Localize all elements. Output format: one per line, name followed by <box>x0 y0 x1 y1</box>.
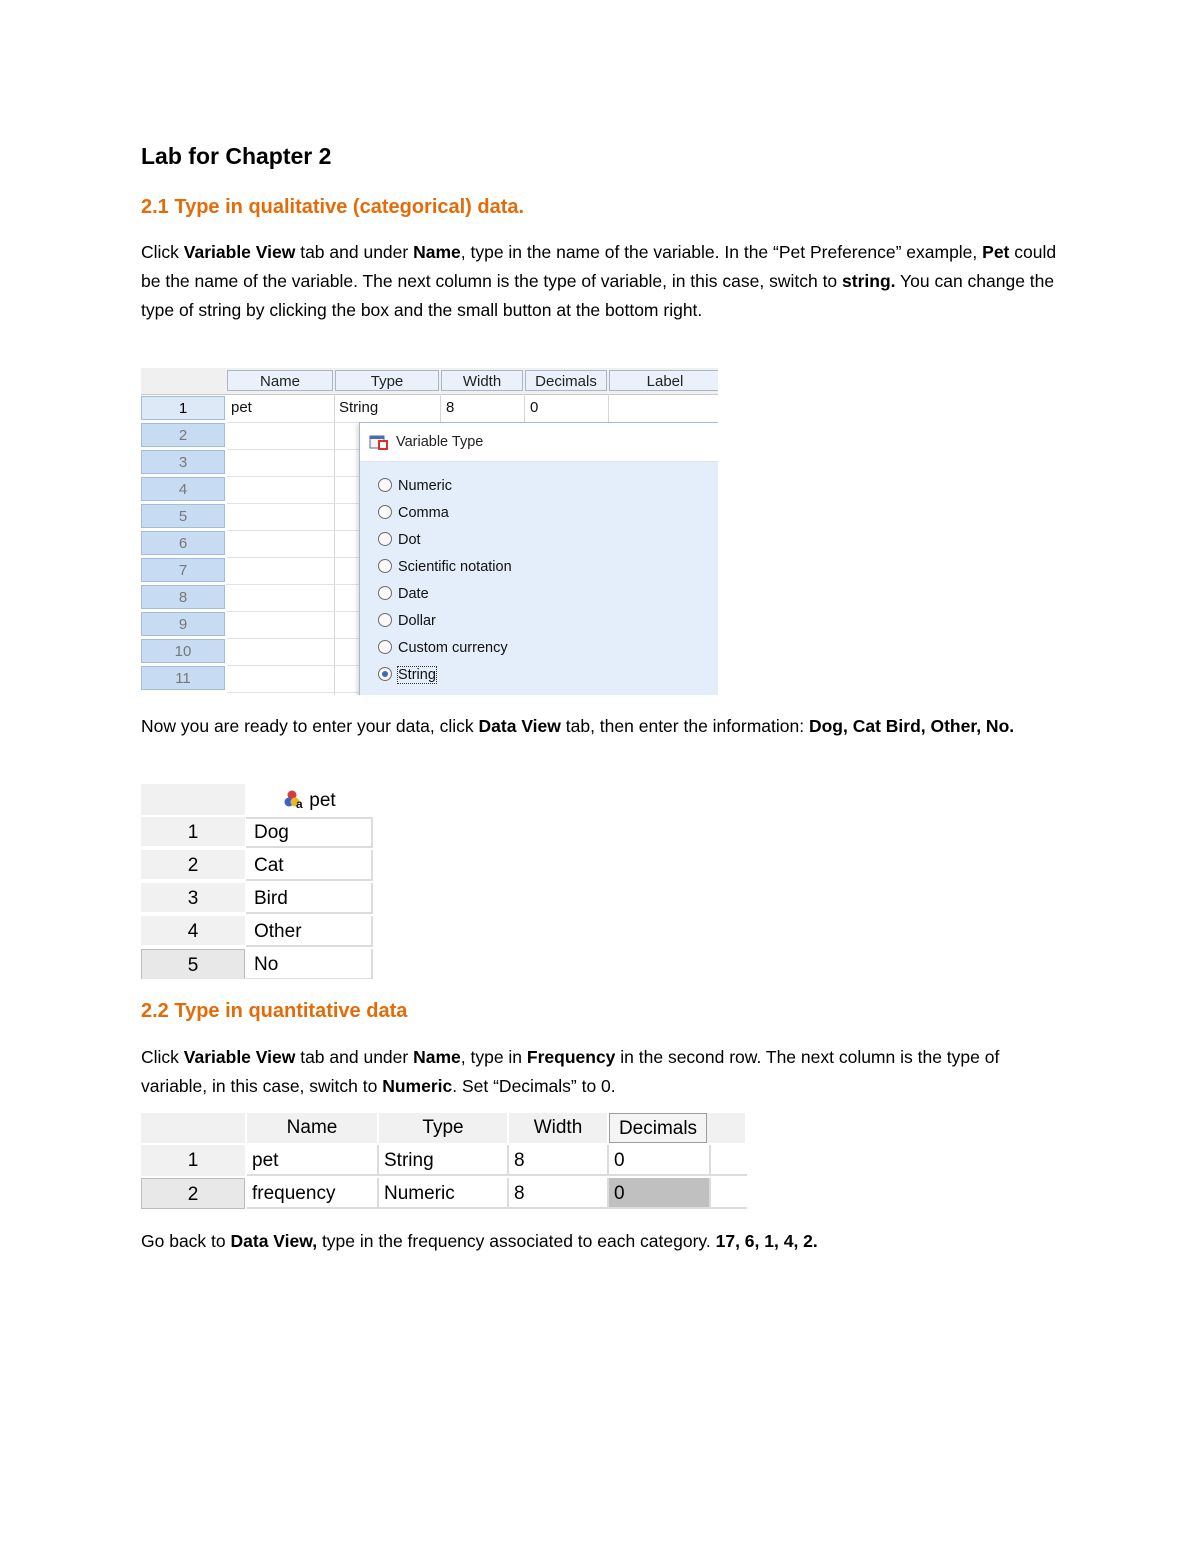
section-heading-2-2: 2.2 Type in quantitative data <box>141 1000 408 1022</box>
radio-label: Dot <box>398 532 421 548</box>
cell-pet-4[interactable]: Other <box>246 916 373 947</box>
cell-pet-5[interactable]: No <box>246 949 373 979</box>
cell-width-2[interactable]: 8 <box>509 1178 609 1209</box>
corner-cell <box>141 784 245 817</box>
radio-dollar[interactable] <box>378 610 436 632</box>
grid-line <box>227 665 359 666</box>
row-number-8[interactable]: 8 <box>141 585 225 609</box>
column-header-type[interactable]: Type <box>379 1113 509 1143</box>
data-view-screenshot <box>141 784 377 979</box>
radio-label: Dollar <box>398 613 436 629</box>
radio-label: Comma <box>398 505 449 521</box>
column-header-pet[interactable] <box>246 784 373 819</box>
column-header-width[interactable]: Width <box>509 1113 609 1143</box>
radio-button-selected-icon[interactable] <box>378 667 392 681</box>
radio-label: Custom currency <box>398 640 508 656</box>
grid-line <box>227 638 359 639</box>
text: type in the frequency associated to each category. <box>317 1231 716 1251</box>
spss-dialog-icon <box>369 433 389 451</box>
cell-pet-2[interactable]: Cat <box>246 850 373 881</box>
radio-comma[interactable] <box>378 502 449 524</box>
row-number-7[interactable]: 7 <box>141 558 225 582</box>
column-header-label: pet <box>309 790 336 811</box>
string-variable-icon <box>283 789 305 809</box>
cell-name[interactable]: pet <box>231 399 252 416</box>
text: , type in <box>460 1047 527 1067</box>
radio-button-icon[interactable] <box>378 532 392 546</box>
bold-text: Data View <box>478 716 561 736</box>
radio-button-icon[interactable] <box>378 478 392 492</box>
column-header-decimals[interactable]: Decimals <box>525 370 607 391</box>
grid-line <box>608 394 609 424</box>
text: , type in the name of the variable. In the “Pet Preference” example, <box>460 242 983 262</box>
radio-string[interactable] <box>378 664 436 686</box>
column-header-label[interactable]: Label <box>609 370 718 391</box>
grid-line <box>227 476 359 477</box>
text: tab, then enter the information: <box>560 716 809 736</box>
document-title: Lab for Chapter 2 <box>141 143 332 169</box>
column-header-name[interactable]: Name <box>227 370 333 391</box>
radio-custom-currency[interactable] <box>378 637 508 659</box>
radio-button-icon[interactable] <box>378 505 392 519</box>
text: Click <box>141 1047 184 1067</box>
bold-text: Variable View <box>183 1047 296 1067</box>
row-number-9[interactable]: 9 <box>141 612 225 636</box>
row-number-1[interactable]: 1 <box>141 817 245 848</box>
grid-line <box>227 557 359 558</box>
row-number-10[interactable]: 10 <box>141 639 225 663</box>
cell-blank-1[interactable] <box>711 1145 747 1176</box>
grid-line <box>227 530 359 531</box>
grid-line <box>227 503 359 504</box>
cell-type-1[interactable]: String <box>379 1145 509 1176</box>
radio-date[interactable] <box>378 583 429 605</box>
bold-text: 17, 6, 1, 4, 2. <box>715 1231 818 1251</box>
radio-button-icon[interactable] <box>378 586 392 600</box>
text: tab and under <box>295 242 414 262</box>
row-number-2[interactable]: 2 <box>141 850 245 881</box>
bold-text: Data View, <box>230 1231 318 1251</box>
cell-decimals[interactable]: 0 <box>530 399 539 416</box>
text: Go back to <box>141 1231 231 1251</box>
radio-label: String <box>398 667 436 683</box>
paragraph-variable-view-instructions <box>141 238 1061 325</box>
cell-decimals-1[interactable]: 0 <box>609 1145 711 1176</box>
bold-text: Name <box>413 242 461 262</box>
radio-button-icon[interactable] <box>378 640 392 654</box>
bold-text: Dog, Cat Bird, Other, No. <box>808 716 1015 736</box>
radio-numeric[interactable] <box>378 475 452 497</box>
cell-blank-2[interactable] <box>711 1178 747 1209</box>
radio-scientific-notation[interactable] <box>378 556 512 578</box>
cell-pet-1[interactable]: Dog <box>246 817 373 848</box>
row-number-5[interactable]: 5 <box>141 949 245 979</box>
grid-line <box>227 449 359 450</box>
row-number-2[interactable]: 2 <box>141 1178 245 1209</box>
row-number-1[interactable]: 1 <box>141 396 225 420</box>
bold-text: string. <box>842 271 896 291</box>
cell-decimals-2-selected[interactable]: 0 <box>609 1178 711 1209</box>
column-header-type[interactable]: Type <box>335 370 439 391</box>
variable-type-dialog <box>359 422 718 695</box>
corner-cell <box>141 1113 247 1143</box>
grid-line <box>227 611 359 612</box>
dialog-titlebar <box>360 423 718 462</box>
bold-text: Pet <box>982 242 1010 262</box>
text: in the second row. The next column is the type of variable, in this case, switch to <box>141 1047 1000 1096</box>
cell-name-2[interactable]: frequency <box>247 1178 379 1209</box>
grid-line <box>334 394 335 695</box>
grid-line <box>524 394 525 424</box>
text: could be the name of the variable. The next column is the type of variable, in this case, switch to <box>141 242 1057 291</box>
row-number-3[interactable]: 3 <box>141 450 225 474</box>
row-number-11[interactable]: 11 <box>141 666 225 690</box>
radio-dot[interactable] <box>378 529 421 551</box>
text: . Set “Decimals” to 0. <box>452 1076 616 1096</box>
radio-button-icon[interactable] <box>378 559 392 573</box>
row-number-6[interactable]: 6 <box>141 531 225 555</box>
variable-view-screenshot <box>141 368 718 695</box>
paragraph-data-view-instructions <box>141 712 1061 741</box>
bold-text: Numeric <box>382 1076 453 1096</box>
cell-name-1[interactable]: pet <box>247 1145 379 1176</box>
row-number-1[interactable]: 1 <box>141 1145 245 1176</box>
radio-label: Numeric <box>398 478 452 494</box>
grid-line <box>227 584 359 585</box>
grid-line <box>440 394 441 424</box>
column-header-blank <box>707 1113 747 1143</box>
cell-type[interactable]: String <box>339 399 379 416</box>
text: You can change the type of string by clicking the box and the small button at the bottom right. <box>141 271 1055 320</box>
cell-width[interactable]: 8 <box>446 399 455 416</box>
bold-text: Variable View <box>183 242 296 262</box>
paragraph-frequency-instructions <box>141 1227 1061 1256</box>
cell-type-2[interactable]: Numeric <box>379 1178 509 1209</box>
text: Click <box>141 242 184 262</box>
cell-pet-3[interactable]: Bird <box>246 883 373 914</box>
row-number-5[interactable]: 5 <box>141 504 225 528</box>
cell-width-1[interactable]: 8 <box>509 1145 609 1176</box>
row-number-4[interactable]: 4 <box>141 477 225 501</box>
text: tab and under <box>295 1047 414 1067</box>
row-number-4[interactable]: 4 <box>141 916 245 947</box>
row-number-3[interactable]: 3 <box>141 883 245 914</box>
radio-label: Scientific notation <box>398 559 512 575</box>
dialog-title: Variable Type <box>396 434 484 450</box>
row-number-2[interactable]: 2 <box>141 423 225 447</box>
radio-label: Date <box>398 586 429 602</box>
column-header-decimals[interactable]: Decimals <box>609 1113 707 1143</box>
column-header-name[interactable]: Name <box>247 1113 379 1143</box>
bold-text: Frequency <box>526 1047 616 1067</box>
column-header-width[interactable]: Width <box>441 370 523 391</box>
section-heading-2-1: 2.1 Type in qualitative (categorical) data. <box>141 196 525 218</box>
paragraph-quantitative-instructions <box>141 1043 1061 1101</box>
svg-text:a: a <box>296 797 303 809</box>
radio-button-icon[interactable] <box>378 613 392 627</box>
bold-text: Name <box>413 1047 461 1067</box>
text: Now you are ready to enter your data, click <box>141 716 479 736</box>
grid-line <box>227 692 359 693</box>
variable-view-screenshot-2 <box>141 1113 747 1211</box>
